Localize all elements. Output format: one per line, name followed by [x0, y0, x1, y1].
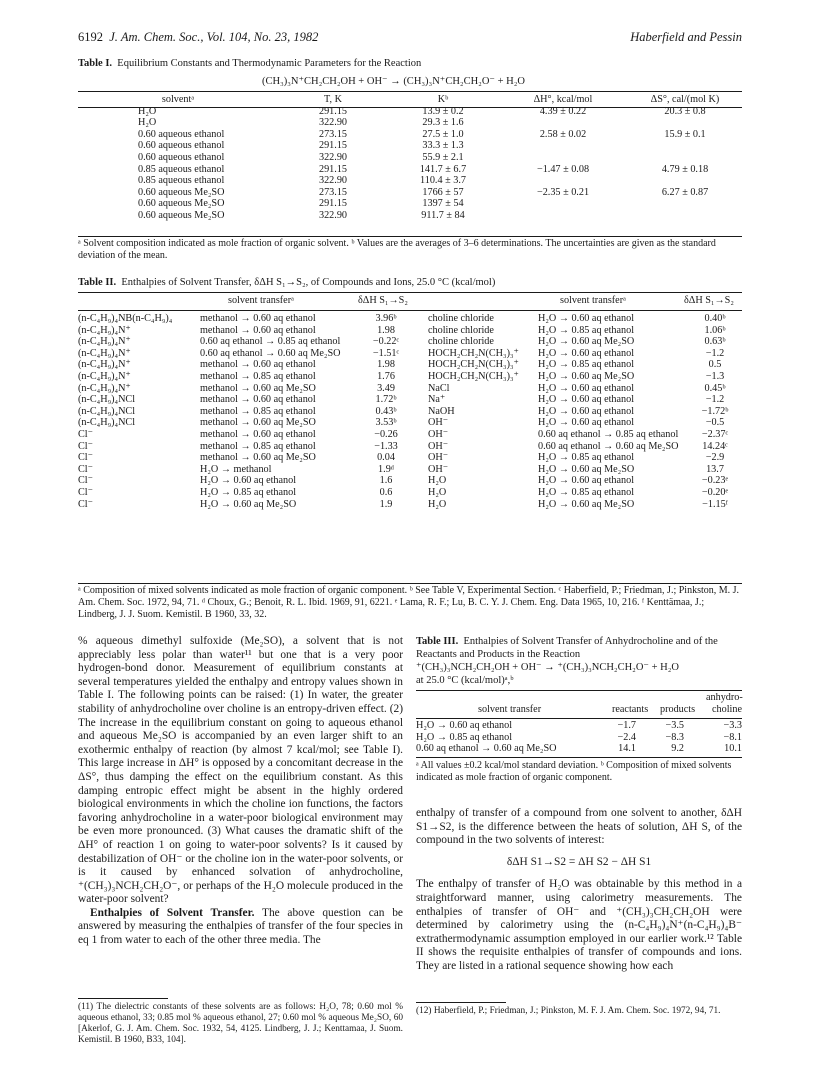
table2-cell: 0.63ᵇ — [704, 336, 726, 348]
table2-cell: OH⁻ — [428, 417, 449, 429]
table1-header: solventᵃ — [161, 94, 195, 105]
table3-cell: −3.3 — [723, 720, 742, 731]
table2-grid — [78, 313, 742, 510]
table2-row — [78, 441, 742, 453]
table1-cell: 911.7 ± 84 — [421, 209, 465, 221]
table1-cell — [498, 117, 628, 129]
table2-cell: 0.6 — [379, 486, 393, 498]
table3-row — [416, 720, 742, 732]
table3-cell: −2.4 — [617, 731, 636, 743]
page-number-journal — [78, 30, 318, 45]
table2-cell: (n-C₄H₉)₄NCl — [78, 394, 136, 406]
table2-cell: 1.9 — [379, 498, 393, 510]
table2-cell: −2.9 — [705, 452, 725, 464]
table3-row — [416, 743, 742, 755]
table3-cell: 9.2 — [671, 743, 684, 755]
left-column-text — [78, 635, 403, 948]
table3-reaction: ⁺(CH₃)₃NCH₂CH₂OH + OH⁻ → ⁺(CH₃)₃NCH₂CH₂O⁻ + H₂O — [416, 662, 679, 673]
table1-cell — [498, 175, 628, 187]
table1-header: ΔH°, kcal/mol — [533, 94, 593, 105]
table1-cell: 0.85 aqueous ethanol — [138, 175, 225, 187]
table1-cell: 33.3 ± 1.3 — [422, 140, 464, 152]
table1-row — [78, 187, 742, 199]
table2-cell: H₂O → 0.60 aq Me₂SO — [538, 463, 635, 475]
table3-footnote: ᵃ All values ±0.2 kcal/mol standard deviation. ᵇ Composition of mixed solvents indicated as mole fraction of organic component. — [416, 760, 732, 783]
table1-cell: 55.9 ± 2.1 — [422, 151, 464, 163]
table1-cell: 0.60 aqueous Me₂SO — [138, 209, 225, 221]
table1-number: Table I. — [78, 58, 113, 69]
table2-cell: 1.9ᵈ — [378, 463, 394, 475]
table2-cell: methanol → 0.85 aq ethanol — [200, 405, 316, 417]
table1-cell: H₂O — [138, 117, 157, 129]
table1-cell: 4.39 ± 0.22 — [539, 105, 587, 117]
table1-cell — [628, 152, 742, 164]
table2-cell: methanol → 0.85 aq ethanol — [200, 440, 316, 452]
table2-cell: (n-C₄H₉)₄NCl — [78, 405, 136, 417]
paragraph — [78, 907, 403, 948]
table2-cell: H₂O → 0.60 aq Me₂SO — [538, 498, 635, 510]
equation: δΔH S1→S2 = ΔH S2 − ΔH S1 — [506, 855, 652, 868]
table2-cell: H₂O → 0.60 aq ethanol — [538, 394, 635, 406]
table2-row — [78, 499, 742, 511]
table3-cell: 10.1 — [724, 743, 742, 755]
table2-row — [78, 383, 742, 395]
table2-cell: −1.2 — [705, 347, 725, 359]
table2-cell: 13.7 — [706, 463, 724, 475]
table2-cell: (n-C₄H₉)₄N⁺ — [78, 370, 131, 382]
table1-cell: 1766 ± 57 — [422, 186, 464, 198]
header-authors: Haberfield and Pessin — [630, 30, 742, 44]
table1-cell: 322.90 — [318, 209, 347, 221]
table2-cell: H₂O — [428, 475, 447, 487]
table1-cell: 273.15 — [318, 128, 347, 140]
table2-cell: H₂O → 0.60 aq ethanol — [538, 382, 635, 394]
table2-cell: 0.60 aq ethanol → 0.85 aq ethanol — [538, 428, 679, 440]
table2-cell: 14.24ᶜ — [702, 440, 728, 452]
table2-cell: Cl⁻ — [78, 486, 94, 498]
table2-cell: methanol → 0.60 aq ethanol — [200, 428, 316, 440]
table3-top-rule — [416, 690, 742, 691]
table2-header: δΔH S₁→S₂ — [358, 295, 408, 306]
table1-cell — [628, 210, 742, 222]
table2-cell: −0.23ᵉ — [701, 475, 729, 487]
table2-cell: −1.3 — [705, 370, 725, 382]
table2-cell: H₂O → 0.60 aq ethanol — [538, 405, 635, 417]
table2-row — [78, 325, 742, 337]
table2-cell: 0.60 aq ethanol → 0.60 aq Me₂SO — [538, 440, 679, 452]
table3-cell: 14.1 — [618, 743, 636, 755]
table2-cell: H₂O → 0.60 aq ethanol — [538, 475, 635, 487]
table1-cell — [498, 210, 628, 222]
table1-row — [78, 198, 742, 210]
table1-header-row — [78, 94, 742, 106]
paragraph: enthalpy of transfer of a compound from one solvent to another, δΔH S1→S2, is the difference between the heats of solution, ΔH S, of the compound in the two solvents of interest: — [416, 807, 742, 847]
table2-cell: methanol → 0.60 aq ethanol — [200, 324, 316, 336]
table2-cell: H₂O → 0.60 aq Me₂SO — [538, 370, 635, 382]
footnote-rule — [78, 998, 168, 999]
table2-row — [78, 348, 742, 360]
table2-row — [78, 464, 742, 476]
table1-cell — [498, 152, 628, 164]
table1-cell: −1.47 ± 0.08 — [536, 163, 590, 175]
paragraph: The enthalpy of transfer of H₂O was obtainable by this method in a straightforward manner, using calorimetry measurements. The enthalpies of transfer of OH⁻ and ⁺(CH₃)₃CH₂CH₂OH were determined by calorimetry using the (n-C₄H₉)₄N⁺(n-C₄H₉)₄B⁻ extrathermodynamic assumption employed in our earlier work.¹² Table II shows the requisite enthalpies of transfer of compounds and ions. They are listed in a rational sequence showing how each — [416, 878, 742, 972]
table2-cell: Na⁺ — [428, 394, 446, 406]
table3-bottom-rule — [416, 757, 742, 758]
table3-cell: 0.60 aq ethanol → 0.60 aq Me₂SO — [416, 743, 557, 755]
table1-bottom-rule — [78, 236, 742, 237]
table2-header: δΔH S₁→S₂ — [684, 295, 734, 306]
table2-cell: 1.72ᵇ — [375, 394, 397, 406]
table3-cell: −8.1 — [723, 731, 742, 743]
table2-cell: 0.43ᵇ — [375, 405, 397, 417]
table2-cell: 1.06ᵇ — [704, 324, 726, 336]
table2-header: solvent transferᵃ — [228, 295, 294, 306]
table1-header-rule — [78, 107, 742, 108]
table3-caption-end: at 25.0 °C (kcal/mol)ᵃ,ᵇ — [416, 675, 514, 686]
table2-cell: H₂O → 0.85 aq ethanol — [538, 324, 635, 336]
table1-cell: 322.90 — [318, 151, 347, 163]
table2-cell: HOCH₂CH₂N(CH₃)₃⁺ — [428, 347, 519, 359]
table2-cell: 0.45ᵇ — [704, 382, 726, 394]
table3-cell: −8.3 — [665, 731, 684, 743]
table1-header: Kᵇ — [437, 94, 449, 105]
table2-cell: 0.60 aq ethanol → 0.60 aq Me₂SO — [200, 347, 341, 359]
table2-cell: 1.76 — [377, 370, 395, 382]
table2-caption — [78, 276, 495, 289]
table1-cell: −2.35 ± 0.21 — [536, 186, 590, 198]
table2-cell: Cl⁻ — [78, 498, 94, 510]
table2-cell: H₂O → 0.60 aq Me₂SO — [200, 498, 297, 510]
table2-row — [78, 417, 742, 429]
table2-row — [78, 487, 742, 499]
table1-cell: 291.15 — [318, 140, 347, 152]
table2-cell: H₂O → 0.85 aq ethanol — [538, 359, 635, 371]
table2-cell: H₂O → 0.60 aq ethanol — [200, 475, 297, 487]
table2-row — [78, 475, 742, 487]
table1-cell: 0.60 aqueous ethanol — [138, 151, 225, 163]
table1-cell: 13.9 ± 0.2 — [422, 105, 464, 117]
table2-cell: (n-C₄H₉)₄N⁺ — [78, 347, 131, 359]
table1-row — [78, 152, 742, 164]
table1-cell: 0.60 aqueous ethanol — [138, 140, 225, 152]
table1-cell: 20.3 ± 0.8 — [664, 105, 706, 117]
table2-cell: 0.60 aq ethanol → 0.85 aq ethanol — [200, 336, 341, 348]
table2-cell: methanol → 0.60 aq Me₂SO — [200, 452, 316, 464]
table1-row — [78, 140, 742, 152]
table1-cell: H₂O — [138, 105, 157, 117]
table1-top-rule — [78, 91, 742, 92]
left-footnote: (11) The dielectric constants of these solvents are as follows: H₂O, 78; 0.60 mol % aqueous ethanol, 33; 0.85 mol % aqueous ethanol, 27; 0.60 mol % aqueous Me₂SO, 60 [Akerlof, G. J. Am. Chem. Soc. 1932, 54, 4125. Lindberg, J. J.; Kenttamaa, J. Suom. Kemistil. B 1960, B33, 104]. — [78, 1002, 403, 1045]
table3-title: Enthalpies of Solvent Transfer of Anhydrocholine and of the Reactants and Products in the Reaction — [416, 636, 718, 660]
table2-cell: Cl⁻ — [78, 440, 94, 452]
table2 — [78, 313, 742, 510]
table2-cell: 1.6 — [379, 475, 393, 487]
table3-number: Table III. — [416, 636, 459, 647]
table2-cell: −0.20ᵉ — [701, 486, 729, 498]
table2-cell: (n-C₄H₉)₄NB(n-C₄H₉)₄ — [78, 313, 173, 324]
table2-cell: −1.2 — [705, 394, 725, 406]
table2-cell: (n-C₄H₉)₄N⁺ — [78, 324, 131, 336]
table2-footnote: ᵃ Composition of mixed solvents indicated as mole fraction of organic component. ᵇ See Table V, Experimental Section. ᶜ Haberfield, P.; Friedman, J.; Pinkston, M. J. Am. Chem. Soc. 1972, 94, 71. ᵈ Choux, G.; Benoit, R. L. Ibid. 1969, 91, 6221. ᵉ Lama, R. F.; Lu, B. C. Y. J. Chem. Eng. Data 1965, 10, 216. ᶠ Kenttämaa, J.; Lindberg, J. J. Suom. Kemistil. B 1960, 33, 32. — [78, 585, 740, 620]
table2-cell: 1.98 — [377, 324, 395, 336]
table1-cell: 0.60 aqueous ethanol — [138, 128, 225, 140]
table2-cell: (n-C₄H₉)₄N⁺ — [78, 336, 131, 348]
table2-row — [78, 429, 742, 441]
table3-header: products — [660, 704, 696, 715]
table2-row — [78, 406, 742, 418]
table1-row — [78, 164, 742, 176]
table2-cell: OH⁻ — [428, 463, 449, 475]
running-header — [78, 30, 742, 48]
table1-cell — [628, 198, 742, 210]
table2-bottom-rule — [78, 583, 742, 584]
table1-cell: 291.15 — [318, 198, 347, 210]
table2-header: solvent transferᵃ — [560, 295, 626, 306]
table2-cell: −0.5 — [705, 417, 725, 429]
table1-row — [78, 117, 742, 129]
table2-row — [78, 394, 742, 406]
table2-row — [78, 452, 742, 464]
table3-cell: −1.7 — [617, 720, 636, 731]
table2-row — [78, 371, 742, 383]
table2-cell: H₂O → 0.85 aq ethanol — [538, 452, 635, 464]
footnote-rule — [416, 1002, 506, 1003]
table2-number: Table II. — [78, 277, 117, 288]
table2-top-rule — [78, 292, 742, 293]
table3-header: reactants — [612, 704, 649, 715]
table2-cell: 3.96ᵇ — [375, 313, 397, 324]
table1-cell: 15.9 ± 0.1 — [664, 128, 706, 140]
table2-cell: 0.04 — [377, 452, 395, 464]
table3-cell: −3.5 — [665, 720, 684, 731]
table2-cell: 0.5 — [708, 359, 722, 371]
table1-cell: 2.58 ± 0.02 — [539, 128, 587, 140]
table2-cell: H₂O → 0.85 aq ethanol — [538, 486, 635, 498]
page-number: 6192 — [78, 30, 103, 44]
table3 — [416, 720, 742, 755]
table1-footnote: ᵃ Solvent composition indicated as mole fraction of organic solvent. ᵇ Values are the averages of 3–6 determinations. The uncertainties are given as the standard deviation of the mean. — [78, 238, 716, 261]
table2-cell: −1.33 — [374, 440, 398, 452]
table1-row — [78, 129, 742, 141]
table2-cell: 3.53ᵇ — [375, 417, 397, 429]
table2-cell: H₂O — [428, 498, 447, 510]
table2-cell: (n-C₄H₉)₄NCl — [78, 417, 136, 429]
table2-row — [78, 336, 742, 348]
table2-cell: Cl⁻ — [78, 452, 94, 464]
table1-cell: 110.4 ± 3.7 — [420, 175, 466, 187]
right-column-text — [416, 807, 742, 974]
table2-cell: methanol → 0.85 aq ethanol — [200, 370, 316, 382]
table3-grid — [416, 720, 742, 755]
table1-row — [78, 210, 742, 222]
table2-row — [78, 359, 742, 371]
table3-caption — [416, 635, 742, 687]
table2-cell: methanol → 0.60 aq Me₂SO — [200, 417, 316, 429]
table2-cell: 3.49 — [377, 382, 395, 394]
table1-reaction: (CH₃)₃N⁺CH₂CH₂OH + OH⁻ → (CH₃)₃N⁺CH₂CH₂O⁻ + H₂O — [262, 76, 525, 87]
table3-header: solvent transfer — [478, 704, 542, 715]
table2-cell: H₂O → 0.60 aq ethanol — [538, 347, 635, 359]
table1-header: ΔS°, cal/(mol K) — [650, 94, 720, 105]
table2-cell: −0.26 — [374, 428, 398, 440]
table2-title: Enthalpies of Solvent Transfer, δΔH S₁→S₂, of Compounds and Ions, 25.0 °C (kcal/mol) — [121, 277, 496, 288]
table2-cell: methanol → 0.60 aq Me₂SO — [200, 382, 316, 394]
table2-cell: H₂O → 0.60 aq Me₂SO — [538, 336, 635, 348]
table2-cell: choline chloride — [428, 324, 494, 336]
table3-row — [416, 732, 742, 744]
table2-cell: −0.22ᶜ — [372, 336, 400, 348]
table2-cell: 0.40ᵇ — [704, 313, 726, 324]
table2-cell: 1.98 — [377, 359, 395, 371]
table1-cell: 141.7 ± 6.7 — [419, 163, 467, 175]
table1-title: Equilibrium Constants and Thermodynamic Parameters for the Reaction — [117, 58, 422, 69]
table2-cell: Cl⁻ — [78, 463, 94, 475]
table1-cell: 0.60 aqueous Me₂SO — [138, 186, 225, 198]
section-heading: Enthalpies of Solvent Transfer. — [90, 906, 255, 919]
table1-cell — [498, 198, 628, 210]
table1-cell: 322.90 — [318, 175, 347, 187]
table2-header-rule — [78, 310, 742, 311]
table1-cell: 29.3 ± 1.6 — [422, 117, 464, 129]
table2-cell: OH⁻ — [428, 440, 449, 452]
table1-header: T, K — [324, 94, 342, 105]
paragraph-text: The above question can be answered by measuring the enthalpies of transfer of the four species in eq 1 from water to each of the other three media. The — [78, 906, 403, 947]
table2-row — [78, 313, 742, 325]
table2-cell: HOCH₂CH₂N(CH₃)₃⁺ — [428, 370, 519, 382]
table1-cell: 291.15 — [318, 105, 347, 117]
table2-cell: (n-C₄H₉)₄N⁺ — [78, 382, 131, 394]
table2-cell: NaOH — [428, 405, 455, 417]
table2-cell: H₂O → 0.60 aq ethanol — [538, 417, 635, 429]
table1 — [78, 94, 742, 222]
table1-cell: 0.85 aqueous ethanol — [138, 163, 225, 175]
table3-cell: H₂O → 0.60 aq ethanol — [416, 720, 513, 731]
table2-cell: methanol → 0.60 aq ethanol — [200, 313, 316, 324]
table1-cell: 273.15 — [318, 186, 347, 198]
table2-cell: methanol → 0.60 aq ethanol — [200, 394, 316, 406]
table1-cell: 1397 ± 54 — [422, 198, 464, 210]
table1-cell: 27.5 ± 1.0 — [422, 128, 464, 140]
table2-cell: H₂O — [428, 486, 447, 498]
table2-cell: H₂O → methanol — [200, 463, 272, 475]
table1-cell — [498, 140, 628, 152]
table2-cell: −1.51ᶜ — [372, 347, 400, 359]
table2-cell: H₂O → 0.60 aq ethanol — [538, 313, 635, 324]
table2-cell: NaCl — [428, 382, 450, 394]
table1-cell — [628, 140, 742, 152]
table1-cell: 291.15 — [318, 163, 347, 175]
table2-cell: choline chloride — [428, 313, 494, 324]
table2-cell: OH⁻ — [428, 428, 449, 440]
journal-citation: J. Am. Chem. Soc., Vol. 104, No. 23, 1982 — [109, 30, 319, 44]
table2-cell: choline chloride — [428, 336, 494, 348]
table1-row — [78, 175, 742, 187]
right-footnote: (12) Haberfield, P.; Friedman, J.; Pinkston, M. F. J. Am. Chem. Soc. 1972, 94, 71. — [416, 1006, 721, 1016]
table2-cell: H₂O → 0.85 aq ethanol — [200, 486, 297, 498]
table2-cell: Cl⁻ — [78, 475, 94, 487]
paragraph: % aqueous dimethyl sulfoxide (Me₂SO), a solvent that is not appreciably less polar than water¹¹ but one that is a very poor hydrogen-bond donor. Measurement of equilibrium constants at several temperatures yielded the enthalpy and entropy values shown in Table I. The following points can be raised: (1) In water, the greater stability of anhydrocholine over choline is an entropy-driven effect. (2) The increase in the equilibrium constant on going to aqueous ethanol and aqueous Me₂SO is accompanied by an even larger shift to an exothermic enthalpy of reaction (by almost 7 kcal/mol; see Table I). This large increase in ΔH° is opposed by a concomitant decrease in the ΔS°, thus damping the effect on the equilibrium constant. As this damping entropic effect might be absent in the highly ordered biological environments in which the choline ion functions, the factors favoring anhydrocholine in a water-poor biological environment may be even more pronounced. (3) What causes the dramatic shift of the ΔH° of reaction 1 on going to water-poor solvents? Is it caused by destabilization of OH⁻ or the choline ion in the water-poor solvents, or is it caused by enhanced solvation of anhydrocholine, ⁺(CH₃)₃NCH₂CH₂O⁻, or perhaps of the H₂O molecule produced in the water-poor solvent? — [78, 635, 403, 906]
table2-cell: methanol → 0.60 aq ethanol — [200, 359, 316, 371]
table2-cell: OH⁻ — [428, 452, 449, 464]
table1-grid — [78, 94, 742, 222]
table1-cell: 4.79 ± 0.18 — [661, 163, 709, 175]
table2-cell: HOCH₂CH₂N(CH₃)₃⁺ — [428, 359, 519, 371]
table1-cell — [628, 175, 742, 187]
table1-cell: 322.90 — [318, 117, 347, 129]
table2-cell: −1.72ᵇ — [701, 405, 729, 417]
table2-cell: Cl⁻ — [78, 428, 94, 440]
table1-caption — [78, 57, 421, 70]
table2-cell: −2.37ᶜ — [701, 428, 729, 440]
table1-cell: 0.60 aqueous Me₂SO — [138, 198, 225, 210]
table3-cell: H₂O → 0.85 aq ethanol — [416, 731, 513, 743]
table3-header: anhydro-choline — [706, 692, 743, 715]
table2-cell: (n-C₄H₉)₄N⁺ — [78, 359, 131, 371]
table1-cell: 6.27 ± 0.87 — [661, 186, 709, 198]
table3-header-rule — [416, 718, 742, 719]
table2-cell: −1.15ᶠ — [702, 498, 728, 510]
table1-cell — [628, 117, 742, 129]
